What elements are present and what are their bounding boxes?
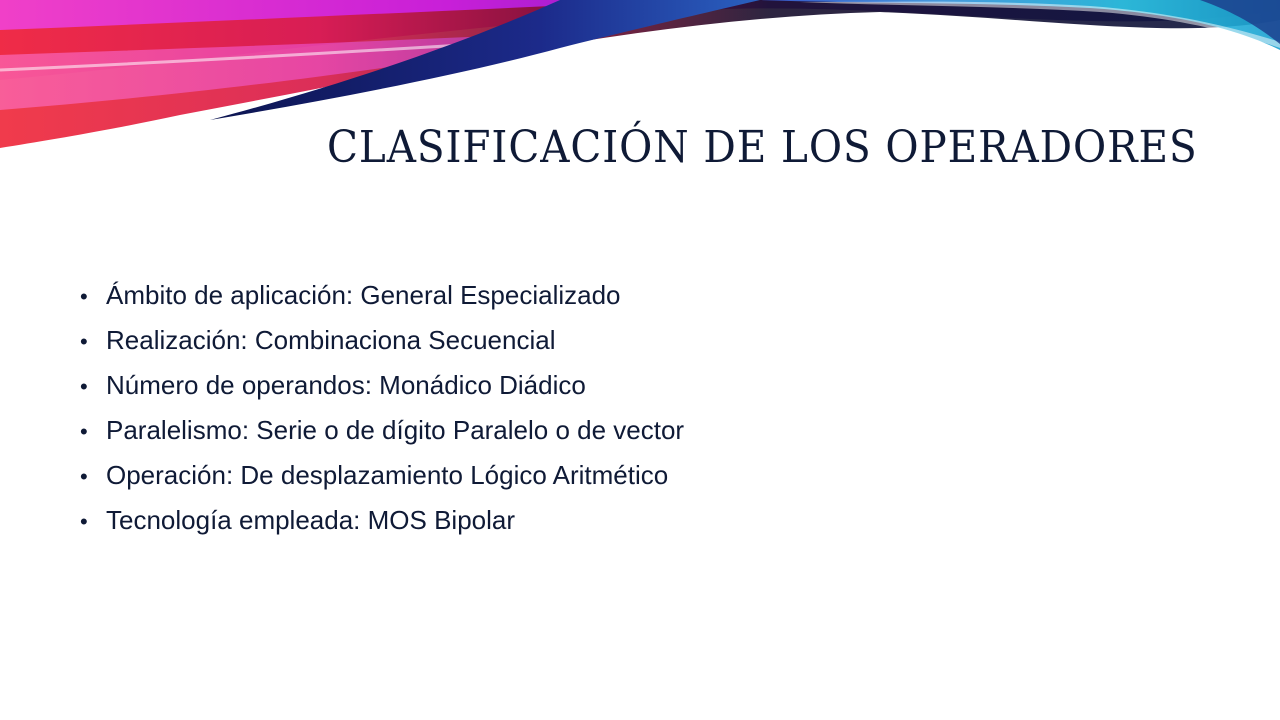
slide-title: CLASIFICACIÓN DE LOS OPERADORES [327, 122, 1198, 173]
bullet-text: Paralelismo: Serie o de dígito Paralelo o de vector [106, 415, 685, 445]
list-item [80, 498, 1180, 543]
bullet-text: Realización: Combinaciona Secuencial [106, 325, 556, 355]
list-item [80, 363, 1180, 408]
bullet-icon: • [80, 464, 88, 489]
bullet-list [80, 273, 1180, 543]
bullet-icon: • [80, 284, 88, 309]
bullet-text: Tecnología empleada: MOS Bipolar [106, 505, 516, 535]
list-item [80, 453, 1180, 498]
bullet-icon: • [80, 374, 88, 399]
bullet-icon: • [80, 509, 88, 534]
list-item [80, 273, 1180, 318]
bullet-text: Operación: De desplazamiento Lógico Aritmético [106, 460, 669, 490]
bullet-text: Ámbito de aplicación: General Especializado [106, 280, 621, 310]
bullet-icon: • [80, 329, 88, 354]
list-item [80, 318, 1180, 363]
bullet-icon: • [80, 419, 88, 444]
list-item [80, 408, 1180, 453]
bullet-text: Número de operandos: Monádico Diádico [106, 370, 586, 400]
